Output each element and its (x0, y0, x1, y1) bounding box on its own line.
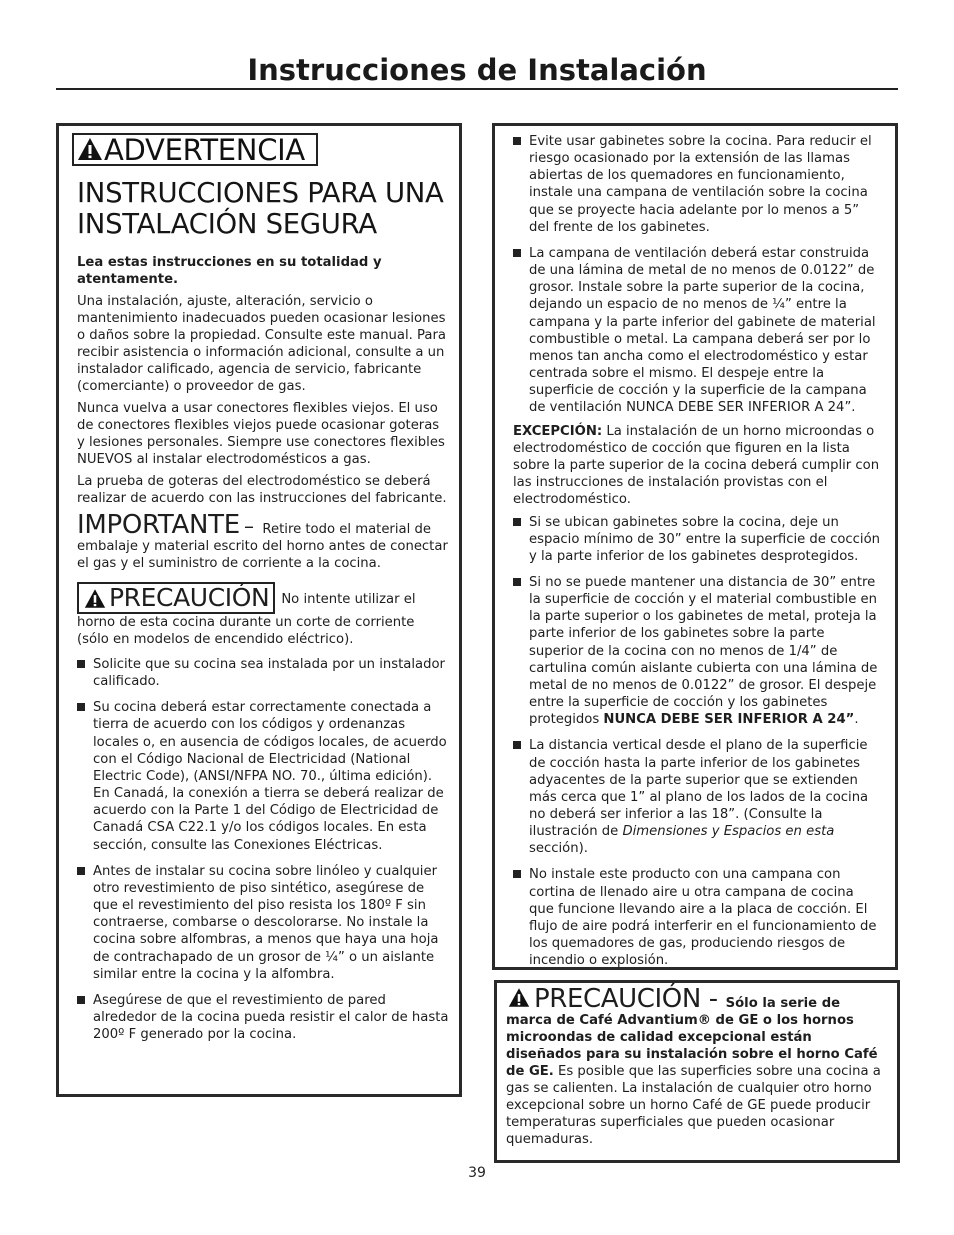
bullet-square-icon (513, 249, 521, 257)
right-box-body (513, 133, 881, 978)
list-item-end: sección). (529, 841, 588, 857)
list-item (513, 514, 881, 565)
cafe-caution-text: Es posible que las superficies sobre una cocina a gas se calienten. La instalación de cualquier otro horno excepcional sobre un horno Café de GE puede producir temperaturas superficiales que pueden ocasionar quemaduras. (506, 1064, 881, 1147)
safety-instructions-box (56, 123, 462, 1097)
cafe-caution-bold: Sólo la serie de marca de Café Advantium® de GE o los hornos microondas de calidad excepcional están diseñados para su instalación sobre el horno Café de GE. (506, 996, 878, 1079)
list-item-text: La distancia vertical desde el plano de la superficie de cocción hasta la parte inferior de los gabinetes adyacentes de la parte superior que se extienden más cerca que 1” al plano de los lados de la cocina no deberá ser inferior a las 18”. (Consulte la ilustración de (529, 738, 869, 840)
left-box-body (77, 254, 449, 1052)
precaucion-label-text: PRECAUCIÓN (109, 583, 270, 612)
advertencia-text: ADVERTENCIA (104, 133, 305, 167)
bullet-square-icon (77, 867, 85, 875)
page-number: 39 (468, 1165, 486, 1181)
intro-bold: Lea estas instrucciones en su totalidad y atentamente. (77, 255, 382, 287)
list-item-end: . (854, 712, 859, 728)
bullet-square-icon (513, 870, 521, 878)
title-rule (56, 88, 898, 90)
warning-triangle-icon (84, 588, 106, 609)
bullet-square-icon (77, 703, 85, 711)
advertencia-label (72, 133, 318, 166)
list-item-bold: NUNCA DEBE SER INFERIOR A 24” (603, 712, 855, 728)
importante-dash: – (244, 514, 255, 538)
exception-label: EXCEPCIÓN: (513, 423, 603, 439)
heading-line-2: INSTALACIÓN SEGURA (77, 208, 377, 240)
right-bullet-list-bottom (513, 514, 881, 970)
importante-text: Retire todo el material de embalaje y material escrito del horno antes de conectar el gas y el suministro de corriente a la cocina. (77, 522, 448, 571)
left-bullet-list (77, 656, 449, 1043)
list-item (513, 574, 881, 728)
list-item-text: Su cocina deberá estar correctamente conectada a tierra de acuerdo con los códigos y ordenanzas locales o, en ausencia de códigos locales, de acuerdo con el Código Nacional de Electricidad (National Electric Code), (ANSI/NFPA NO. 70., última edición). En Canadá, la conexión a tierra se deberá realizar de acuerdo con la Parte 1 del Código de Electricidad de Canadá CSA C22.1 y/o los códigos locales. En esta sección, consulte las Conexiones Eléctricas. (93, 700, 447, 853)
list-item-text: Antes de instalar su cocina sobre linóleo y cualquier otro revestimiento de piso sintético, asegúrese de que el revestimiento del piso resista los 180º F sin contraerse, combarse o descolorarse. No instale la cocina sobre alfombras, a menos que haya una hoja de contrachapado de un grosor de ¼” o un aislante similar entre la cocina y la alfombra. (93, 863, 439, 982)
page-title: Instrucciones de Instalación (247, 53, 707, 87)
list-item (513, 866, 881, 969)
warning-triangle-icon (508, 987, 530, 1008)
bullet-square-icon (513, 578, 521, 586)
importante-label: IMPORTANTE (77, 510, 240, 540)
bullet-square-icon (513, 518, 521, 526)
bullet-square-icon (77, 660, 85, 668)
bullet-square-icon (77, 996, 85, 1004)
heading-line-1: INSTRUCCIONES PARA UNA (77, 177, 444, 209)
precaucion-paragraph (77, 582, 449, 648)
list-item-text: Si no se puede mantener una distancia de 30” entre la superficie de cocción y el material combustible en la parte superior o los gabinetes de metal, proteja la parte inferior de los gabinetes sobre la parte superior de la cocina con no menos de 1/4” de cartulina común aislante cubierta con una lámina de metal de no menos de 0.0122” de grosor. El despeje entre la superficie de cocción y los gabinetes protegidos (529, 574, 878, 728)
cabinet-clearance-box (492, 123, 898, 970)
precaucion-heading-text: PRECAUCIÓN - (534, 984, 718, 1014)
cafe-caution-box (494, 980, 900, 1163)
paragraph-2: Nunca vuelva a usar conectores flexibles viejos. El uso de conectores flexibles viejos puede ocasionar goteras y lesiones personales. Siempre use conectores flexibles NUEVOS al instalar electrodomésticos a gas. (77, 401, 445, 467)
importante-paragraph (77, 512, 449, 572)
list-item-italic: Dimensiones y Espacios en esta (622, 824, 835, 840)
list-item (513, 737, 881, 857)
bullet-square-icon (513, 741, 521, 749)
precaucion-heading (506, 984, 726, 1014)
warning-triangle-icon (77, 137, 103, 161)
list-item-text: No instale este producto con una campana con cortina de llenado aire u otra campana de cocina que funcione llevando aire a la placa de cocción. El flujo de aire podrá interferir en el funcionamiento de los quemadores de gas, produciendo riesgos de incendio o explosión. (529, 867, 877, 969)
list-item (77, 656, 449, 690)
precaucion-label (77, 582, 275, 614)
bullet-square-icon (513, 137, 521, 145)
list-item-text: Asegúrese de que el revestimiento de pared alrededor de la cocina pueda resistir el calor de hasta 200º F generado por la cocina. (93, 992, 449, 1043)
list-item (513, 245, 881, 417)
list-item-text: Si se ubican gabinetes sobre la cocina, deje un espacio mínimo de 30” entre la superficie de cocción y la parte inferior de los gabinetes desprotegidos. (529, 514, 880, 564)
exception-text: La instalación de un horno microondas o electrodoméstico de cocción que figuren en la lista sobre la parte superior de la cocina deberá cumplir con las instrucciones de instalación provistas con el electrodoméstico. (513, 423, 880, 507)
list-item-text: La campana de ventilación deberá estar construida de una lámina de metal de no menos de 0.0122” de grosor. Instale sobre la parte superior de la cocina, dejando un espacio de no menos de ¼” entre la campana y la parte inferior del gabinete de material combustible o metal. La campana deberá ser por lo menos tan ancha como el electrodoméstico y estar centrada sobre el mismo. El despeje entre la superficie de cocción y la superficie de la campana de ventilación NUNCA DEBE SER INFERIOR A 24”. (529, 245, 876, 416)
list-item-text: Evite usar gabinetes sobre la cocina. Para reducir el riesgo ocasionado por la extensión de las llamas abiertas de los quemadores en funcionamiento, instale una campana de ventilación sobre la cocina que se proyecte hacia adelante por lo menos a 5” del frente de los gabinetes. (529, 134, 872, 235)
cafe-caution-paragraph (506, 984, 883, 1148)
safe-installation-heading (77, 178, 457, 240)
paragraph-1: Una instalación, ajuste, alteración, servicio o mantenimiento inadecuados pueden ocasionar lesiones o daños sobre la propiedad. Consulte este manual. Para recibir asistencia o información adicional, consulte a un instalador calificado, agencia de servicio, fabricante (comerciante) o proveedor de gas. (77, 294, 446, 394)
exception-paragraph (513, 423, 881, 508)
paragraph-3: La prueba de goteras del electrodoméstico se deberá realizar de acuerdo con las instrucciones del fabricante. (77, 474, 447, 506)
bottom-box-body (506, 984, 883, 1153)
list-item (77, 699, 449, 853)
list-item (513, 133, 881, 236)
list-item (77, 863, 449, 983)
right-bullet-list-top (513, 133, 881, 417)
list-item-text: Solicite que su cocina sea instalada por un instalador calificado. (93, 657, 445, 690)
list-item (77, 992, 449, 1043)
precaucion-text: No intente utilizar el horno de esta cocina durante un corte de corriente (sólo en modelos de encendido eléctrico). (77, 592, 416, 647)
